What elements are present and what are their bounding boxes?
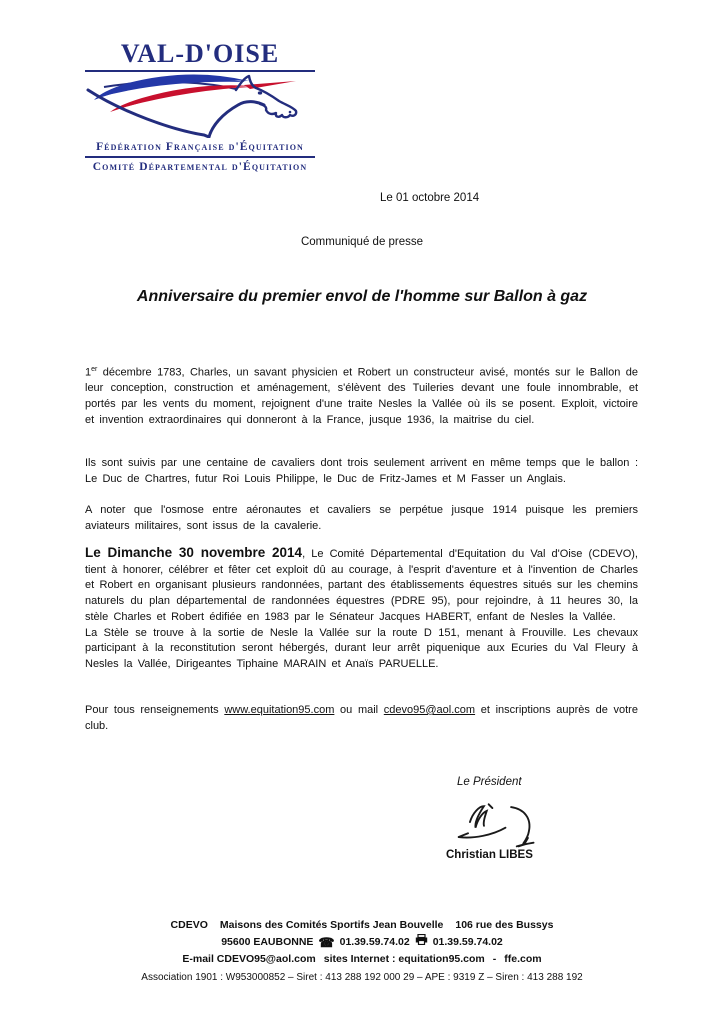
paragraph-4 xyxy=(85,545,638,673)
logo-title: VAL-D'OISE xyxy=(120,39,280,68)
footer-address-line xyxy=(0,917,724,934)
footer-street: 106 rue des Bussys xyxy=(455,919,554,931)
footer-sites: sites Internet : equitation95.com xyxy=(323,953,485,966)
logo-divider-2 xyxy=(85,156,315,158)
document-type: Communiqué de presse xyxy=(300,236,424,248)
footer-email: E-mail CDEVO95@aol.com xyxy=(182,953,316,966)
event-date-lead: Le Dimanche 30 novembre 2014 xyxy=(85,545,303,560)
contact-post: et inscriptions auprès de votre club. xyxy=(85,704,638,732)
paragraph-1-text: décembre 1783, Charles, un savant physicien et Robert un constructeur avisé, montés sur le Ballon de leur conception, construction et aménagement, s'élèvent des Tuileries devant une foule innombrable, et portés par les vents du moment, rejoignent d'une traite Nesles la Vallée où ils se posent. Exploit, victoire et invention extraordinaires qui donneront à la France, jusque 1936, la maitrise du ciel. xyxy=(85,366,638,426)
footer-web-line xyxy=(0,951,724,968)
footer xyxy=(0,917,724,986)
footer-phone-line xyxy=(0,934,724,951)
logo-divider xyxy=(85,70,315,72)
paragraph-2: Ils sont suivis par une centaine de cavaliers dont trois seulement arrivent en même temps que le ballon : Le Duc de Chartres, futur Roi Louis Philippe, le Duc de Fritz-James et M Fasser un Anglais. xyxy=(85,457,638,485)
signatory-role: Le Président xyxy=(457,776,522,788)
contact-pre: Pour tous renseignements xyxy=(85,704,225,716)
footer-fax-number: 01.39.59.74.02 xyxy=(432,936,503,949)
footer-legal-line: Association 1901 : W953000852 – Siret : 413 288 192 000 29 – APE : 9319 Z – Siren : 413 288 192 xyxy=(141,971,583,983)
cdevo-logo xyxy=(85,33,315,174)
paragraph-contact xyxy=(85,703,638,734)
horse-head-icon xyxy=(85,74,315,138)
footer-city: 95600 EAUBONNE xyxy=(221,936,314,949)
signature-scribble-icon xyxy=(448,794,548,857)
paragraph-1-number: 1 xyxy=(85,366,92,379)
phone-icon: ☎ xyxy=(318,935,335,951)
footer-building: Maisons des Comités Sportifs Jean Bouvelle xyxy=(219,919,444,931)
footer-phone-number: 01.39.59.74.02 xyxy=(339,936,410,949)
footer-org: CDEVO xyxy=(170,919,208,931)
logo-comite-line: Comité Départemental d'Équitation xyxy=(92,161,308,173)
logo-federation-line: Fédération Française d'Équitation xyxy=(96,141,304,153)
paragraph-1 xyxy=(85,362,638,428)
page-title: Anniversaire du premier envol de l'homme sur Ballon à gaz xyxy=(136,288,588,305)
signatory-name: Christian LIBES xyxy=(446,849,533,861)
paragraph-5: La Stèle se trouve à la sortie de Nesle la Vallée sur la route D 151, menant à Frouville. Les chevaux participant à la reconstitution seront hébergés, durant leur arrêt piquenique aux Ecuries du Val Fleury à Nesles la Vallée, Dirigeantes Tiphaine MARAIN et Anaïs PARUELLE. xyxy=(85,626,638,670)
paragraph-3: A noter que l'osmose entre aéronautes et cavaliers se perpétue jusque 1914 puisque les premiers aviateurs militaires, sont issus de la cavalerie. xyxy=(85,504,638,532)
email-link[interactable]: cdevo95@aol.com xyxy=(383,704,476,716)
website-link[interactable]: www.equitation95.com xyxy=(224,704,335,716)
paragraph-4-main xyxy=(85,545,638,626)
footer-dash: - xyxy=(492,953,497,966)
document-date: Le 01 octobre 2014 xyxy=(380,192,480,204)
contact-mid: ou mail xyxy=(334,704,384,716)
fax-icon xyxy=(415,934,428,951)
footer-ffe: ffe.com xyxy=(504,953,542,966)
paragraph-1-ordinal: er xyxy=(91,366,98,373)
paragraph-4-text: , Le Comité Départemental d'Equitation du Val d'Oise (CDEVO), tient à honorer, célébrer et fêter cet exploit dû au courage, à l'esprit d'aventure et à l'invention de Charles et Robert en organisant plusieurs randonnées, partant des établissements équestres situés sur les chemins naturels du plan départemental de randonnées équestres (PDRE 95), pour rejoindre, à 11 heures 30, la stèle Charles et Robert édifiée en 1983 par le Sénateur Jacques HABERT, enfant de Nesles la Vallée. xyxy=(85,548,638,623)
